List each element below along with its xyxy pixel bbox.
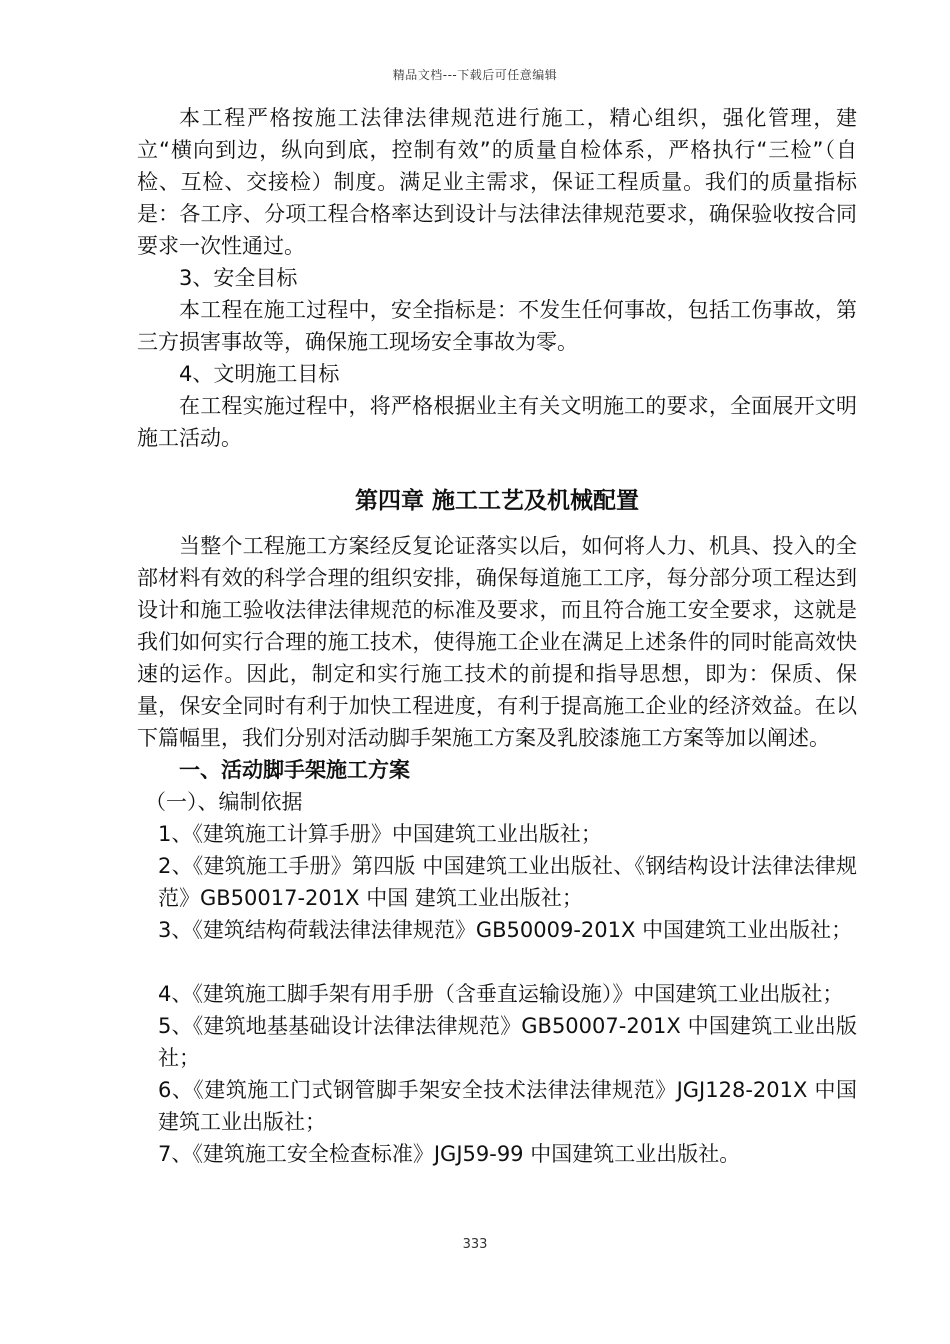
quality-paragraph: 本工程严格按施工法律法律规范进行施工，精心组织，强化管理，建立“横向到边，纵向到底，控制有效”的质量自检体系，严格执行“三检”（自检、互检、交接检）制度。满足业主需求，保证工程质量。我们的质量指标是：各工序、分项工程合格率达到设计与法律法律规范要求，确保验收按合同要求一次性通过。	[137, 106, 857, 258]
reference-item-2: 2、《建筑施工手册》第四版 中国建筑工业出版社、《钢结构设计法律法律规范》GB50017-201X 中国 建筑工业出版社；	[158, 854, 857, 910]
safety-paragraph: 本工程在施工过程中，安全指标是：不发生任何事故，包括工伤事故，第三方损害事故等，确保施工现场安全事故为零。	[137, 298, 857, 354]
reference-item-5: 5、《建筑地基基础设计法律法律规范》GB50007-201X 中国建筑工业出版社；	[158, 1014, 857, 1070]
civil-paragraph: 在工程实施过程中，将严格根据业主有关文明施工的要求，全面展开文明施工活动。	[137, 394, 857, 450]
reference-item-4: 4、《建筑施工脚手架有用手册（含垂直运输设施）》中国建筑工业出版社；	[158, 982, 844, 1006]
chapter-intro: 当整个工程施工方案经反复论证落实以后，如何将人力、机具、投入的全部材料有效的科学合理的组织安排，确保每道施工工序，每分部分项工程达到设计和施工验收法律法律规范的标准及要求，而且符合施工安全要求，这就是我们如何实行合理的施工技术，使得施工企业在满足上述条件的同时能高效快速的运作。因此，制定和实行施工技术的前提和指导思想，即为：保质、保量，保安全同时有利于加快工程进度，有利于提高施工企业的经济效益。在以下篇幅里，我们分别对活动脚手架施工方案及乳胶漆施工方案等加以阐述。	[137, 534, 857, 750]
reference-item-1: 1、《建筑施工计算手册》中国建筑工业出版社；	[158, 822, 602, 846]
safety-heading: 3、安全目标	[179, 266, 298, 290]
reference-item-7: 7、《建筑施工安全检查标准》JGJ59-99 中国建筑工业出版社。	[158, 1142, 741, 1166]
blank-line	[137, 946, 857, 978]
document-body	[137, 102, 857, 1170]
section-title: 一、活动脚手架施工方案	[179, 758, 410, 782]
civil-heading: 4、文明施工目标	[179, 362, 340, 386]
subsection-title: （一）、编制依据	[145, 790, 303, 814]
reference-item-3: 3、《建筑结构荷载法律法律规范》GB50009-201X 中国建筑工业出版社；	[158, 918, 853, 942]
page-header: 精品文档---下载后可任意编辑	[392, 68, 558, 82]
reference-item-6: 6、《建筑施工门式钢管脚手架安全技术法律法律规范》JGJ128-201X 中国建筑工业出版社；	[158, 1078, 857, 1134]
chapter-title: 第四章 施工工艺及机械配置	[354, 488, 639, 514]
page-number: 333	[462, 1237, 488, 1252]
